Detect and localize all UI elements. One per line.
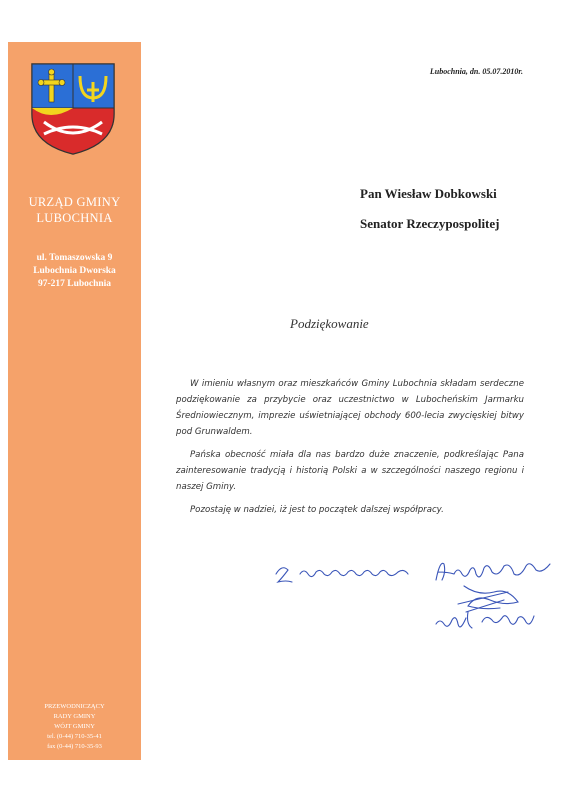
handwritten-signature [268, 552, 558, 652]
paragraph-1: W imieniu własnym oraz mieszkańców Gminy Lubochnia składam serdeczne podziękowanie za przybycie oraz uczestnictwo w Lubocheńskim Jarmarku Średniowiecznym, imprezie uświetniającej obchody 600-lecia zwycięskiej bitwy pod Grunwaldem. [176, 379, 524, 437]
letter-body [176, 376, 524, 525]
paragraph-2: Pańska obecność miała dla nas bardzo duże znaczenie, podkreślając Pana zainteresowanie tradycją i historią Polski a w szczególności naszego regionu i naszej Gminy. [176, 450, 524, 492]
recipient-name: Pan Wiesław Dobkowski [360, 186, 497, 201]
letter-subject: Podziękowanie [290, 316, 369, 331]
letterhead-sidebar [8, 42, 141, 760]
signature-drawing [268, 552, 558, 652]
office-name: URZĄD GMINY LUBOCHNIA [28, 195, 121, 225]
recipient-title: Senator Rzeczypospolitej [360, 216, 500, 231]
coat-of-arms-icon [30, 62, 116, 156]
office-contact-footer: PRZEWODNICZĄCY RADY GMINY WÓJT GMINY tel. (0-44) 710-35-41 fax (0-44) 710-35-93 [44, 703, 105, 750]
letter-date: Lubochnia, dn. 05.07.2010r. [429, 67, 523, 76]
paragraph-3: Pozostaję w nadziei, iż jest to początek dalszej współpracy. [190, 505, 444, 515]
office-address: ul. Tomaszowska 9 Lubochnia Dworska 97-217 Lubochnia [33, 253, 116, 289]
